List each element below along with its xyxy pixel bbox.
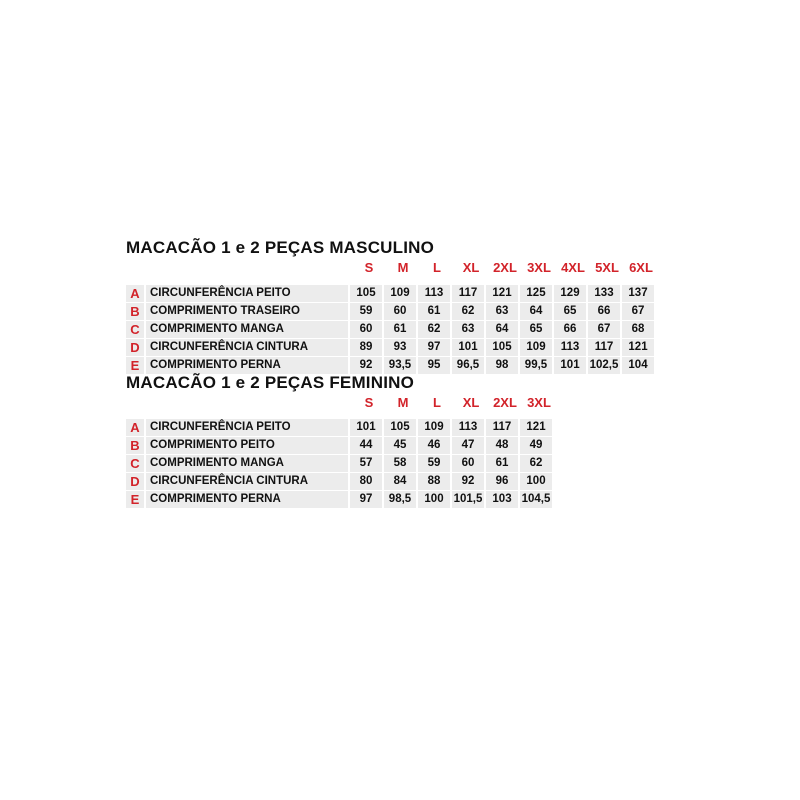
measurement-cell: 60 <box>350 321 382 338</box>
male-size-label: 3XL <box>527 260 551 275</box>
measurement-cell: 80 <box>350 473 382 490</box>
table-row <box>126 339 656 356</box>
table-row <box>126 437 554 454</box>
measurement-cell: 100 <box>418 491 450 508</box>
measurement-cell: 117 <box>452 285 484 302</box>
female-size-label: XL <box>462 395 480 410</box>
female-title: MACACÃO 1 e 2 PEÇAS FEMININO <box>126 373 415 392</box>
row-label: COMPRIMENTO PEITO <box>146 437 348 454</box>
measurement-cell: 63 <box>452 321 484 338</box>
measurement-cell: 113 <box>452 419 484 436</box>
male-size-label: 5XL <box>595 260 619 275</box>
measurement-cell: 104,5 <box>520 491 552 508</box>
row-label: CIRCUNFERÊNCIA CINTURA <box>146 473 348 490</box>
measurement-cell: 64 <box>520 303 552 320</box>
row-letter: E <box>126 357 144 374</box>
measurement-cell: 104 <box>622 357 654 374</box>
measurement-cell: 93 <box>384 339 416 356</box>
measurement-cell: 60 <box>452 455 484 472</box>
measurement-cell: 96 <box>486 473 518 490</box>
table-row <box>126 491 554 508</box>
measurement-cell: 105 <box>486 339 518 356</box>
row-letter: A <box>126 419 144 436</box>
measurement-cell: 63 <box>486 303 518 320</box>
table-row <box>126 473 554 490</box>
measurement-cell: 67 <box>588 321 620 338</box>
row-letter: C <box>126 321 144 338</box>
measurement-cell: 65 <box>520 321 552 338</box>
measurement-cell: 95 <box>418 357 450 374</box>
female-size-table <box>126 419 554 509</box>
measurement-cell: 46 <box>418 437 450 454</box>
row-label: CIRCUNFERÊNCIA CINTURA <box>146 339 348 356</box>
measurement-cell: 121 <box>486 285 518 302</box>
table-row <box>126 285 656 302</box>
measurement-cell: 68 <box>622 321 654 338</box>
measurement-cell: 133 <box>588 285 620 302</box>
measurement-cell: 89 <box>350 339 382 356</box>
female-size-label: M <box>397 395 409 410</box>
measurement-cell: 98 <box>486 357 518 374</box>
measurement-cell: 67 <box>622 303 654 320</box>
male-size-table <box>126 285 656 375</box>
female-size-label: 3XL <box>527 395 551 410</box>
measurement-cell: 109 <box>384 285 416 302</box>
female-size-label: L <box>433 395 441 410</box>
measurement-cell: 137 <box>622 285 654 302</box>
measurement-cell: 66 <box>554 321 586 338</box>
table-row <box>126 321 656 338</box>
measurement-cell: 92 <box>350 357 382 374</box>
measurement-cell: 121 <box>622 339 654 356</box>
table-row <box>126 357 656 374</box>
measurement-cell: 101 <box>452 339 484 356</box>
row-letter: B <box>126 437 144 454</box>
measurement-cell: 113 <box>554 339 586 356</box>
male-size-label: L <box>433 260 441 275</box>
measurement-cell: 101 <box>350 419 382 436</box>
measurement-cell: 45 <box>384 437 416 454</box>
measurement-cell: 61 <box>384 321 416 338</box>
measurement-cell: 102,5 <box>588 357 620 374</box>
measurement-cell: 97 <box>418 339 450 356</box>
row-letter: D <box>126 473 144 490</box>
measurement-cell: 121 <box>520 419 552 436</box>
male-size-label: 6XL <box>629 260 653 275</box>
measurement-cell: 97 <box>350 491 382 508</box>
row-label: CIRCUNFERÊNCIA PEITO <box>146 285 348 302</box>
measurement-cell: 60 <box>384 303 416 320</box>
measurement-cell: 65 <box>554 303 586 320</box>
measurement-cell: 66 <box>588 303 620 320</box>
male-size-label: 4XL <box>561 260 585 275</box>
row-label: COMPRIMENTO PERNA <box>146 491 348 508</box>
measurement-cell: 101,5 <box>452 491 484 508</box>
measurement-cell: 129 <box>554 285 586 302</box>
measurement-cell: 101 <box>554 357 586 374</box>
measurement-cell: 49 <box>520 437 552 454</box>
measurement-cell: 99,5 <box>520 357 552 374</box>
male-size-label: M <box>397 260 409 275</box>
row-letter: E <box>126 491 144 508</box>
measurement-cell: 88 <box>418 473 450 490</box>
measurement-cell: 59 <box>418 455 450 472</box>
measurement-cell: 117 <box>588 339 620 356</box>
male-size-label: 2XL <box>493 260 517 275</box>
measurement-cell: 98,5 <box>384 491 416 508</box>
male-title: MACACÃO 1 e 2 PEÇAS MASCULINO <box>126 238 435 257</box>
row-label: COMPRIMENTO MANGA <box>146 455 348 472</box>
male-size-label: S <box>364 260 374 275</box>
female-size-header <box>352 395 556 410</box>
measurement-cell: 103 <box>486 491 518 508</box>
male-size-label: XL <box>462 260 480 275</box>
table-row <box>126 455 554 472</box>
measurement-cell: 61 <box>486 455 518 472</box>
row-label: COMPRIMENTO TRASEIRO <box>146 303 348 320</box>
row-label: COMPRIMENTO MANGA <box>146 321 348 338</box>
measurement-cell: 93,5 <box>384 357 416 374</box>
measurement-cell: 105 <box>384 419 416 436</box>
measurement-cell: 113 <box>418 285 450 302</box>
table-row <box>126 303 656 320</box>
measurement-cell: 100 <box>520 473 552 490</box>
measurement-cell: 62 <box>418 321 450 338</box>
measurement-cell: 47 <box>452 437 484 454</box>
row-label: COMPRIMENTO PERNA <box>146 357 348 374</box>
measurement-cell: 59 <box>350 303 382 320</box>
row-letter: C <box>126 455 144 472</box>
measurement-cell: 62 <box>520 455 552 472</box>
measurement-cell: 125 <box>520 285 552 302</box>
measurement-cell: 48 <box>486 437 518 454</box>
measurement-cell: 58 <box>384 455 416 472</box>
row-label: CIRCUNFERÊNCIA PEITO <box>146 419 348 436</box>
measurement-cell: 84 <box>384 473 416 490</box>
row-letter: A <box>126 285 144 302</box>
measurement-cell: 105 <box>350 285 382 302</box>
measurement-cell: 61 <box>418 303 450 320</box>
measurement-cell: 62 <box>452 303 484 320</box>
male-size-header <box>352 260 658 275</box>
row-letter: B <box>126 303 144 320</box>
measurement-cell: 57 <box>350 455 382 472</box>
female-size-label: S <box>364 395 374 410</box>
table-row <box>126 419 554 436</box>
female-size-label: 2XL <box>493 395 517 410</box>
measurement-cell: 44 <box>350 437 382 454</box>
measurement-cell: 92 <box>452 473 484 490</box>
measurement-cell: 109 <box>418 419 450 436</box>
measurement-cell: 64 <box>486 321 518 338</box>
row-letter: D <box>126 339 144 356</box>
measurement-cell: 117 <box>486 419 518 436</box>
measurement-cell: 96,5 <box>452 357 484 374</box>
measurement-cell: 109 <box>520 339 552 356</box>
